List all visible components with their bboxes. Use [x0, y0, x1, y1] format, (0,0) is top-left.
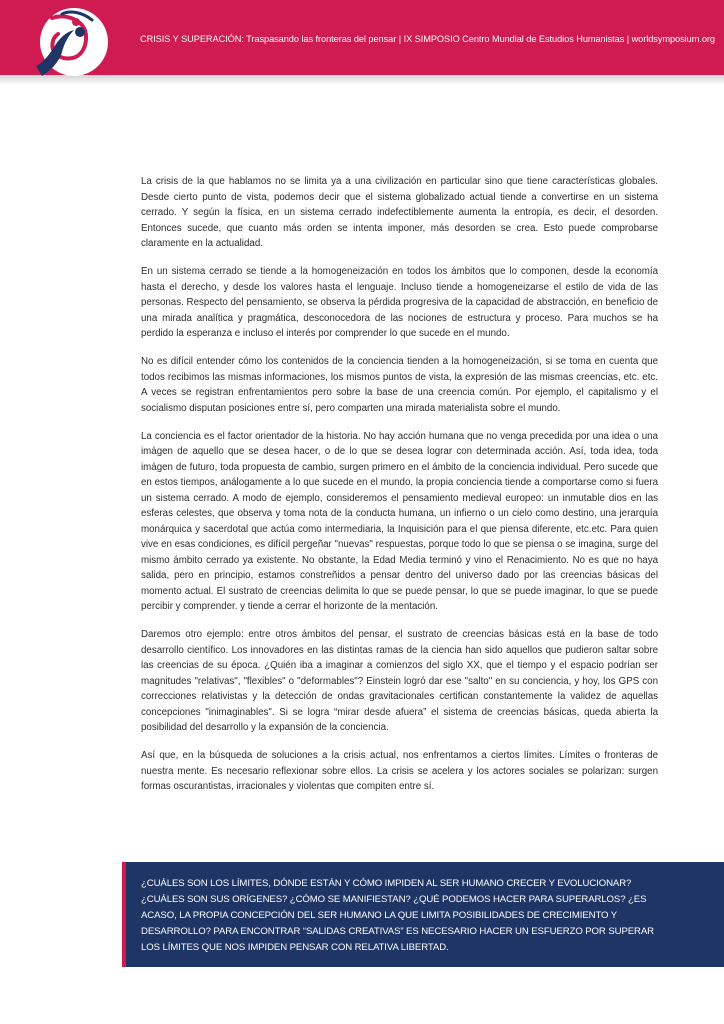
paragraph: La conciencia es el factor orientador de la historia. No hay acción humana que no venga precedida por una idea o una imágen de aquello que se desea hacer, o de lo que se desea lograr con determinada acción. Así, toda idea, toda imágen de futuro, toda propuesta de cambio, surgen primero en el ámbito de la conciencia individual. Pero sucede que en estos tiempos, análogamente a lo que sucede en el mundo, la propia conciencia tiende a comportarse como si fuera un sistema cerrado. A modo de ejemplo, consideremos el pensamiento medieval europeo: un inmutable dios en las esferas celestes, que observa y toma nota de la conducta humana, un infierno o un cielo como destino, una jerarquía monárquica y sacerdotal que actúa como intermediaria, la Inquisición para el que piensa diferente, etc.etc. Para quien vive en esas condiciones, es difícil pergeñar "nuevas" respuestas, porque todo lo que se piensa o se imagina, surge del mismo ámbito cerrado ya existente. No obstante, la Edad Media terminó y vino el Renacimiento. No es que no haya salida, pero en principio, estamos constreñidos a pensar dentro del universo dado por las creencias básicas del momento actual. El sustrato de creencias delimita lo que se puede pensar, lo que se puede imaginar, lo que se puede percibir y comprender. y tiende a cerrar el horizonte de la mentación. [141, 430, 658, 612]
logo-head [75, 27, 85, 37]
paragraph: No es difícil entender cómo los contenidos de la conciencia tienden a la homogeneización, si se toma en cuenta que todos recibimos las mismas informaciones, los mismos puntos de vista, la expresión de las mismas creencias, etc. etc. A veces se registran enfrentamientos pero sobre la base de una creencia común. Por ejemplo, el capitalismo y el socialismo disputan posiciones entre sí, pero comparten una mirada materialista sobre el mundo. [141, 356, 658, 414]
article-body [141, 174, 658, 807]
callout-box [122, 862, 724, 967]
callout-text: ¿CUÁLES SON LOS LÍMITES, DÓNDE ESTÁN Y CÓMO IMPIDEN AL SER HUMANO CRECER Y EVOLUCIONAR? ¿CUÁLES SON SUS ORÍGENES? ¿CÓMO SE MANIFIESTAN? ¿QUÉ PODEMOS HACER PARA SUPERARLOS? ¿ES ACASO, LA PROPIA CONCEPCIÓN DEL SER HUMANO LA QUE LIMITA POSIBILIDADES DE CRECIMIENTO Y DESARROLLO? PARA ENCONTRAR “SALIDAS CREATIVAS” ES NECESARIO HACER UN ESFUERZO POR SUPERAR LOS LÍMITES QUE NOS IMPIDEN PENSAR CON RELATIVA LIBERTAD. [141, 878, 654, 953]
logo-dot [72, 18, 80, 26]
header-title: CRISIS Y SUPERACIÓN: Traspasando las fronteras del pensar | IX SIMPOSIO Centro Mundial de Estudios Humanistas | worldsymposium.org [140, 34, 715, 44]
paragraph: La crisis de la que hablamos no se limita ya a una civilización en particular sino que tiene características globales. Desde cierto punto de vista, podemos decir que el sistema globalizado actual tiende a convertirse en un sistema cerrado. Y según la física, en un sistema cerrado indefectiblemente aumenta la entropía, es decir, el desorden. Entonces sucede, que cuanto más orden se intenta imponer, más desorden se crea. Esto puede comprobarse claramente en la actualidad. [141, 176, 658, 249]
callout-accent-bar [122, 862, 126, 967]
symposium-logo-icon [22, 4, 114, 84]
paragraph: En un sistema cerrado se tiende a la homogeneización en todos los ámbitos que lo componen, desde la economía hasta el derecho, y desde los valores hasta el lenguaje. Incluso tiende a homogeneizarse el estilo de vida de las personas. Respecto del pensamiento, se observa la pérdida progresiva de la capacidad de abstracción, en beneficio de una mirada analítica y pragmática, desconocedora de las nociones de estructura y proceso. Para muchos se ha perdido la esperanza e incluso el interés por comprender lo que sucede en el mundo. [141, 266, 658, 339]
paragraph: Daremos otro ejemplo: entre otros ámbitos del pensar, el sustrato de creencias básicas está en la base de todo desarrollo científico. Los innovadores en las distintas ramas de la ciencia han sido aquellos que pudieron saltar sobre las creencias de su época. ¿Quién iba a imaginar a comienzos del siglo XX, que el tiempo y el espacio podrían ser magnitudes "relativas", "flexibles" o "deformables"? Einstein logró dar ese "salto" en su conciencia, y hoy, los GPS con correcciones relativistas y la detección de ondas gravitacionales certifican constantemente la validez de aquellas concepciones "inimaginables". Si se logra “mirar desde afuera” el sistema de creencias básicas, queda abierta la posibilidad del desarrollo y la expansión de la conciencia. [141, 629, 658, 733]
paragraph: Así que, en la búsqueda de soluciones a la crisis actual, nos enfrentamos a ciertos límites. Límites o fronteras de nuestra mente. Es necesario reflexionar sobre ellos. La crisis se acelera y los actores sociales se polarizan: surgen formas oscurantistas, irracionales y violentas que compiten entre sí. [141, 750, 658, 792]
